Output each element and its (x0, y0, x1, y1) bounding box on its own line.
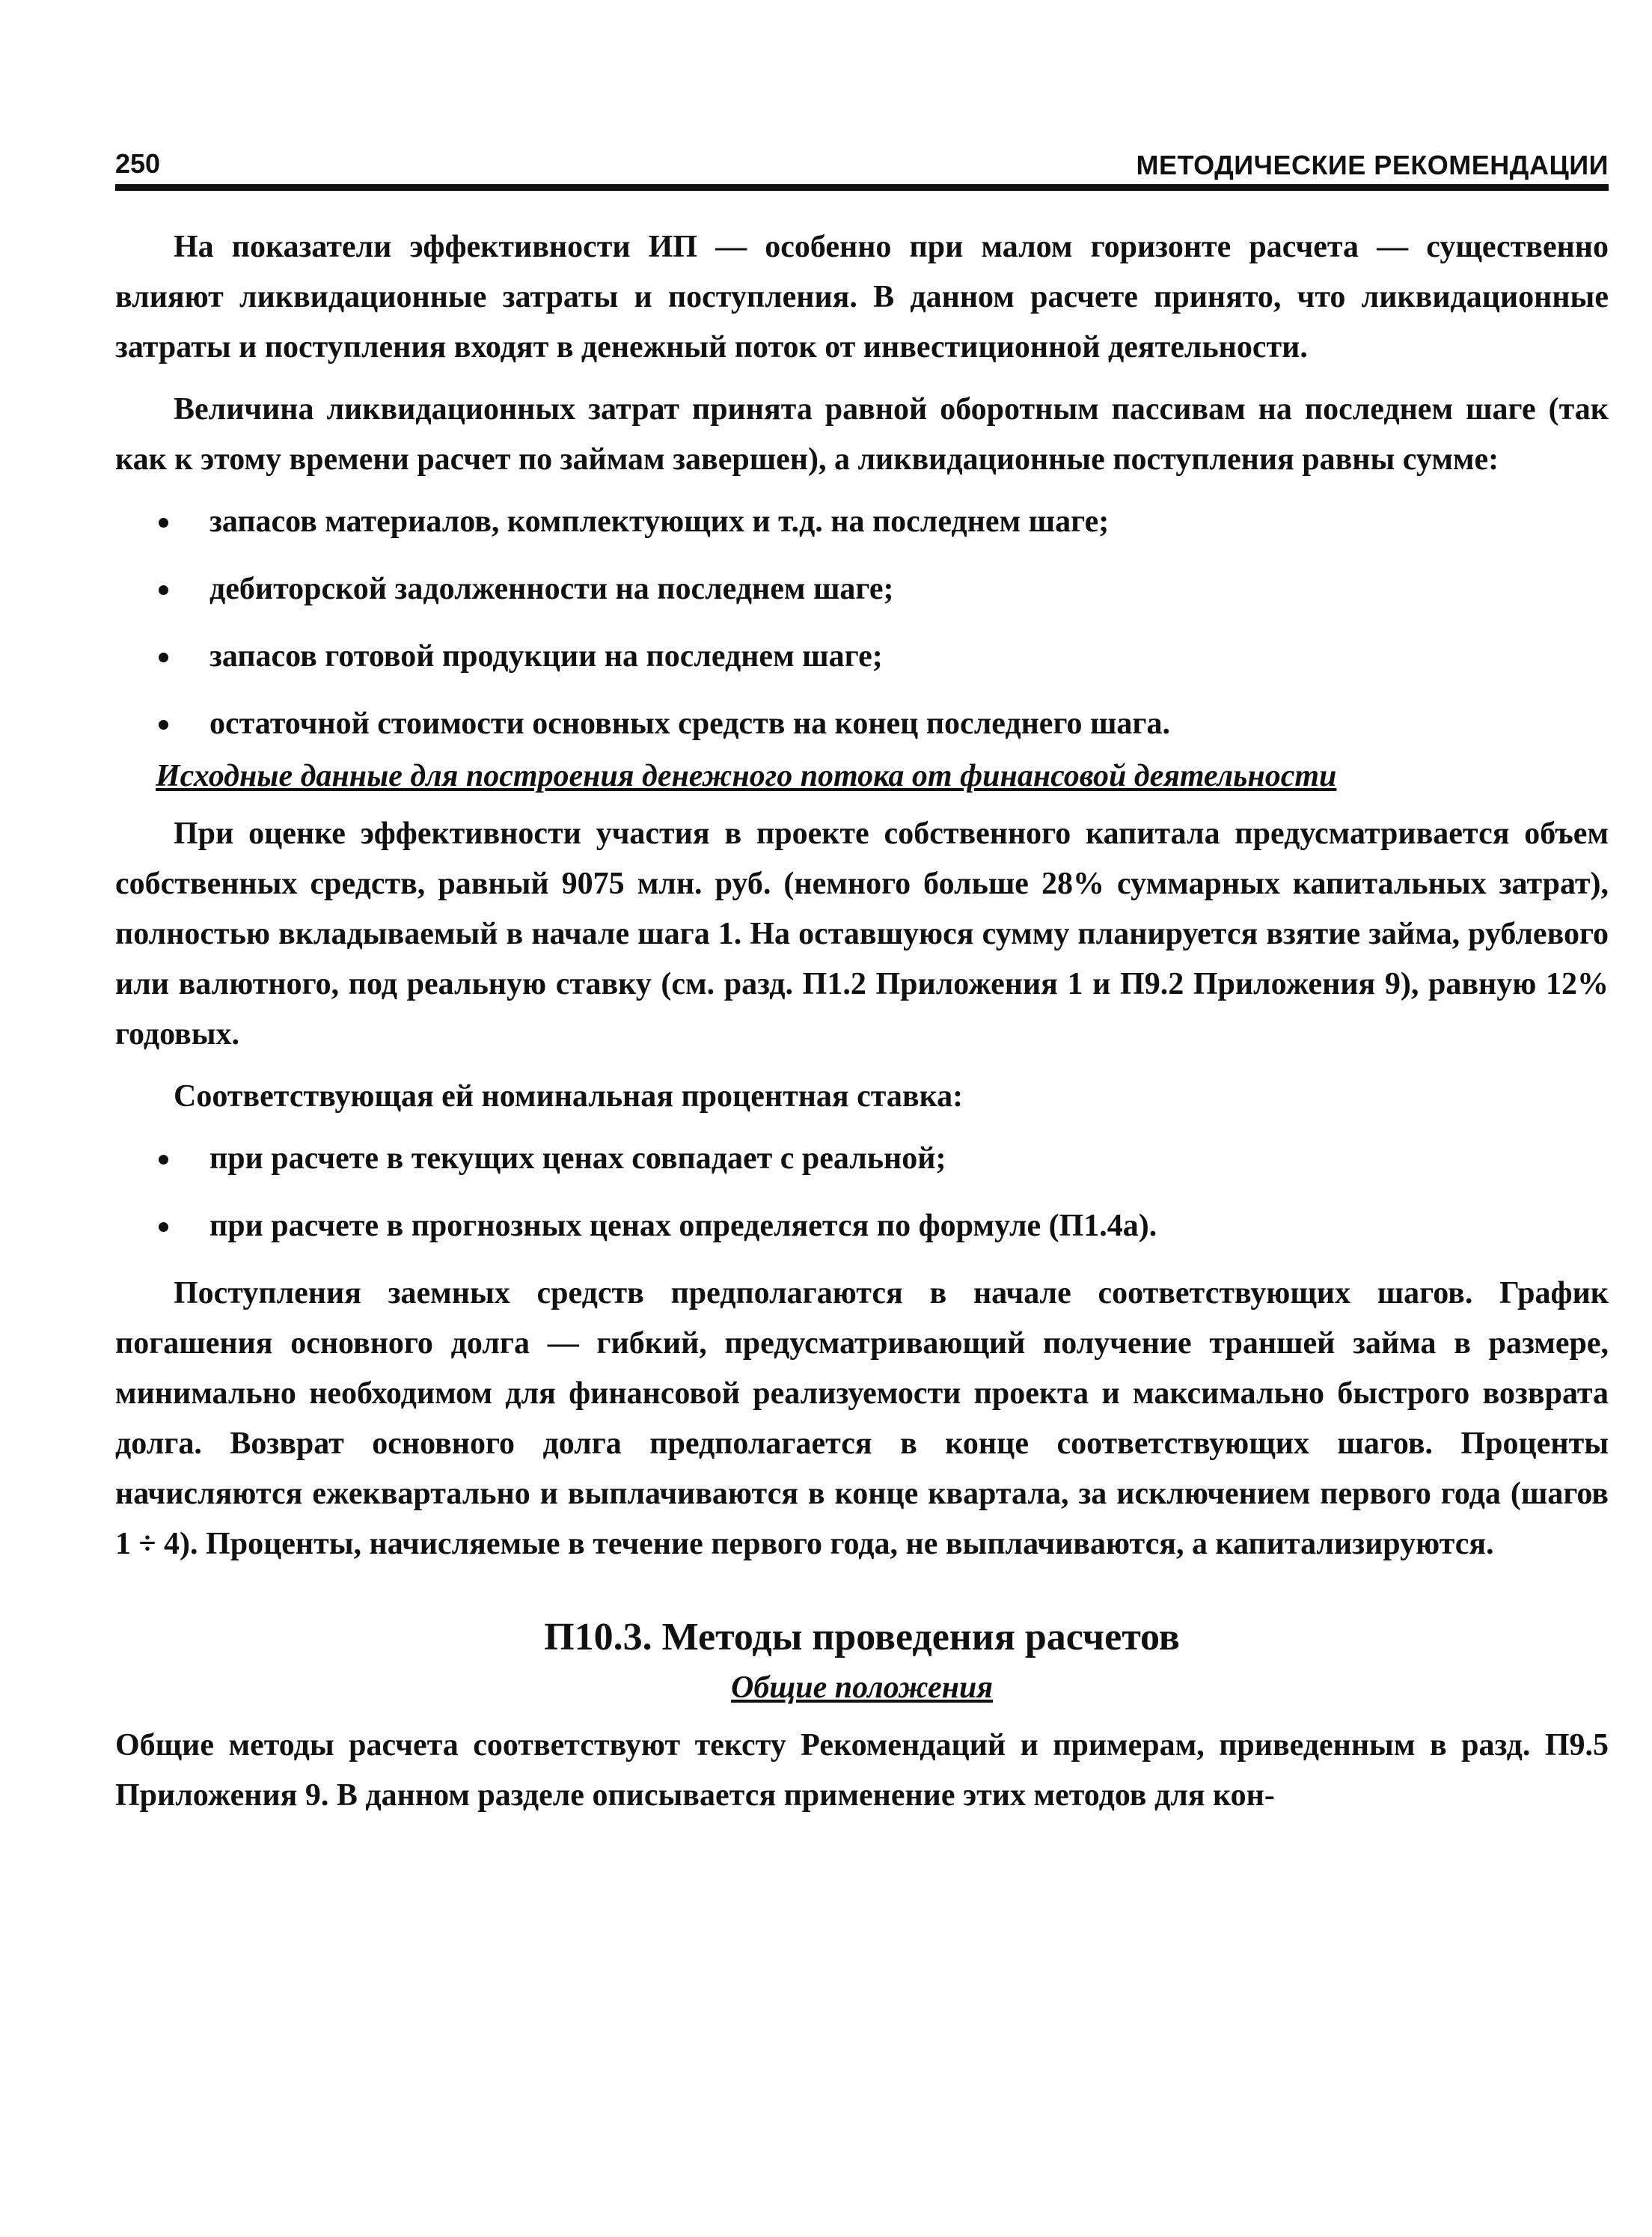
list-item (115, 564, 1609, 614)
header-rule (115, 184, 1609, 191)
bullet-list-liquidation (115, 497, 1609, 749)
list-item-text: дебиторской задолженности на последнем шаге; (209, 572, 894, 606)
page-header (115, 142, 1609, 184)
page-number: 250 (115, 148, 161, 179)
list-item (115, 1134, 1609, 1184)
list-item-text: запасов материалов, комплектующих и т.д. на последнем шаге; (209, 504, 1110, 539)
document-page (115, 142, 1609, 1833)
subheading-general: Общие положения (731, 1670, 993, 1705)
list-item-text: остаточной стоимости основных средств на конец последнего шага. (209, 706, 1170, 741)
running-title: МЕТОДИЧЕСКИЕ РЕКОМЕНДАЦИИ (1136, 150, 1609, 180)
bullet-icon (159, 720, 168, 730)
list-item (115, 632, 1609, 682)
section-title: П10.3. Методы проведения расчетов (544, 1616, 1180, 1658)
bullet-list-rate (115, 1134, 1609, 1251)
bullet-icon (159, 585, 168, 595)
paragraph-loans: Поступления заемных средств предполагаются в начале соответствующих шагов. График погашения основного долга — гибкий, предусматривающий получение траншей займа в размере, минимально необходимом для финансовой реализуемости проекта и максимально быстрого возврата долга. Возврат основного долга предполагается в конце соответствующих шагов. Проценты начисляются ежеквартально и выплачиваются в конце квартала, за исключением первого года (шагов 1 ÷ 4). Проценты, начисляемые в течение первого года, не выплачиваются, а капитализируются. (115, 1276, 1609, 1561)
list-item-text: при расчете в текущих ценах совпадает с реальной; (209, 1141, 946, 1176)
list-item-text: запасов готовой продукции на последнем шаге; (209, 639, 883, 674)
bullet-icon (159, 653, 168, 662)
list-item (115, 497, 1609, 547)
subheading-financial-activity: Исходные данные для построения денежного потока от финансовой деятельности (156, 759, 1337, 793)
paragraph-rate-intro: Соответствующая ей номинальная процентная ставка: (174, 1079, 964, 1114)
bullet-icon (159, 1155, 168, 1165)
paragraph-equity: При оценке эффективности участия в проекте собственного капитала предусматривается объем собственных средств, равный 9075 млн. руб. (немного больше 28% суммарных капитальных затрат), полностью вкладываемый в начале шага 1. На оставшуюся сумму планируется взятие займа, рублевого или валютного, под реальную ставку (см. разд. П1.2 Приложения 1 и П9.2 Приложения 9), равную 12% годовых. (115, 817, 1609, 1052)
list-item (115, 699, 1609, 749)
paragraph-general: Общие методы расчета соответствуют тексту Рекомендаций и примерам, приведенным в разд. П9.5 Приложения 9. В данном разделе описывается применение этих методов для кон- (115, 1728, 1609, 1813)
bullet-icon (159, 518, 168, 528)
list-item-text: при расчете в прогнозных ценах определяется по формуле (П1.4а). (209, 1209, 1157, 1243)
paragraph-liquidation-effect: На показатели эффективности ИП — особенно при малом горизонте расчета — существенно влияют ликвидационные затраты и поступления. В данном расчете принято, что ликвидационные затраты и поступления входят в денежный поток от инвестиционной деятельности. (115, 230, 1609, 364)
bullet-icon (159, 1222, 168, 1232)
list-item (115, 1201, 1609, 1251)
paragraph-liquidation-costs: Величина ликвидационных затрат принята равной оборотным пассивам на последнем шаге (так как к этому времени расчет по займам завершен), а ликвидационные поступления равны сумме: (115, 392, 1609, 477)
